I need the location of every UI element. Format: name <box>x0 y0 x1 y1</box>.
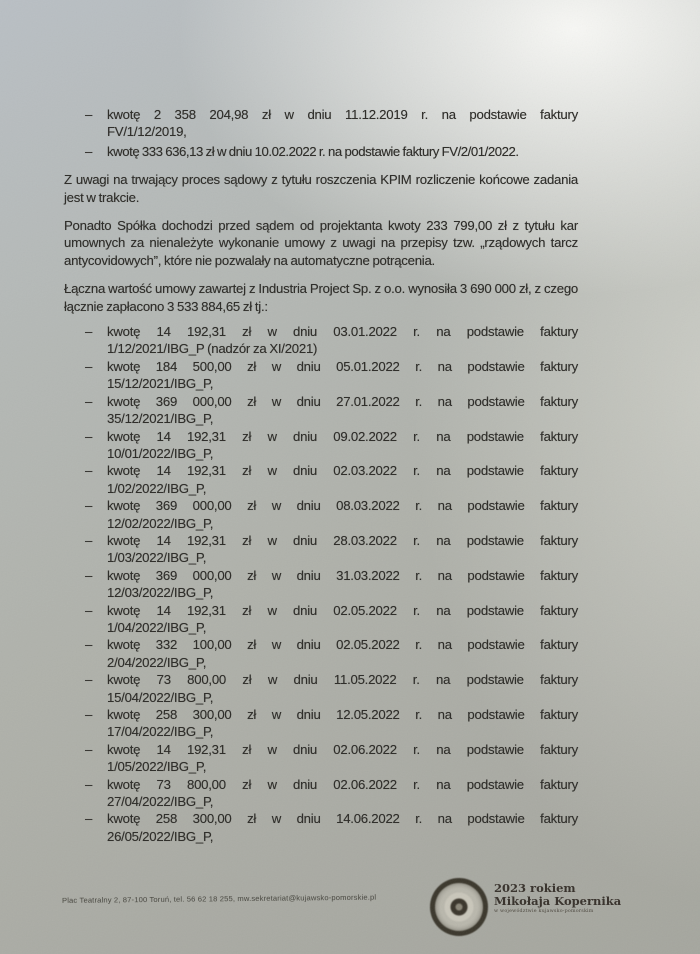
payment-invoice: 15/04/2022/IBG_P, <box>107 689 214 705</box>
bullet-dash: – <box>85 602 93 618</box>
payments-list <box>85 323 578 845</box>
payment-invoice: 1/04/2022/IBG_P, <box>107 619 207 635</box>
seal-caption-line3: w województwie kujawsko-pomorskim <box>494 909 594 914</box>
payment-invoice: 10/01/2022/IBG_P, <box>107 445 214 461</box>
payment-invoice: 26/05/2022/IBG_P, <box>107 828 214 844</box>
payment-invoice: 1/02/2022/IBG_P, <box>107 480 207 496</box>
payment-line1: kwotę 14 192,31 zł w dniu 28.03.2022 r. na podstawie faktury <box>107 532 578 548</box>
paragraph-court-case: Z uwagi na trwający proces sądowy z tytułu roszczenia KPIM rozliczenie końcowe zadania jest w trakcie. <box>64 172 578 205</box>
list-item <box>85 106 578 141</box>
copernicus-seal-caption <box>494 882 664 915</box>
payment-line1: kwotę 184 500,00 zł w dniu 05.01.2022 r. na podstawie faktury <box>107 358 578 374</box>
payment-line1: kwotę 369 000,00 zł w dniu 27.01.2022 r. na podstawie faktury <box>107 393 578 409</box>
payment-line1: kwotę 73 800,00 zł w dniu 02.06.2022 r. na podstawie faktury <box>107 776 578 792</box>
payment-item <box>85 323 578 358</box>
bullet-dash: – <box>85 498 93 514</box>
footer-address: Plac Teatralny 2, 87-100 Toruń, tel. 56 62 18 255, mw.sekretariat@kujawsko-pomorskie.pl <box>61 892 377 905</box>
payment-item <box>85 636 578 671</box>
paragraph-penalties: Ponadto Spółka dochodzi przed sądem od projektanta kwoty 233 799,00 zł z tytułu kar umownych za nienależyte wykonanie umowy z uwagi na przepisy tzw. „rządowych tarcz antycovidowych”, które nie pozwalały na automatyczne potrącenia. <box>64 218 578 268</box>
payment-item <box>85 428 578 463</box>
bullet-dash: – <box>85 428 93 444</box>
seal-caption-line1: 2023 rokiem <box>494 881 576 895</box>
payment-line1: kwotę 14 192,31 zł w dniu 02.06.2022 r. na podstawie faktury <box>107 741 578 757</box>
payment-item <box>85 532 578 567</box>
bullet-dash: – <box>85 393 93 409</box>
payment-line1: kwotę 2 358 204,98 zł w dniu 11.12.2019 r. na podstawie faktury <box>107 107 578 122</box>
bullet-dash: – <box>85 358 93 374</box>
payment-item <box>85 462 578 497</box>
bullet-dash: – <box>85 776 93 792</box>
bullet-dash: – <box>85 463 93 479</box>
payment-invoice: 1/12/2021/IBG_P (nadzór za XI/2021) <box>107 341 318 357</box>
payment-item <box>85 497 578 532</box>
bullet-dash: – <box>85 637 93 653</box>
payment-invoice: 27/04/2022/IBG_P, <box>107 794 214 810</box>
payment-line1: kwotę 258 300,00 zł w dniu 12.05.2022 r. na podstawie faktury <box>107 707 578 722</box>
payment-invoice: 12/03/2022/IBG_P, <box>107 585 214 601</box>
payment-line1: kwotę 369 000,00 zł w dniu 08.03.2022 r. na podstawie faktury <box>107 498 578 514</box>
bullet-dash: – <box>85 532 93 548</box>
payment-item <box>85 358 578 393</box>
bullet-dash: – <box>85 107 93 122</box>
payment-invoice: 15/12/2021/IBG_P, <box>107 376 214 392</box>
payment-line1: kwotę 14 192,31 zł w dniu 02.05.2022 r. na podstawie faktury <box>107 602 578 618</box>
payment-invoice: 2/04/2022/IBG_P, <box>107 654 207 670</box>
payment-item <box>85 393 578 428</box>
payment-line1: kwotę 14 192,31 zł w dniu 03.01.2022 r. na podstawie faktury <box>107 324 578 340</box>
payment-line1: kwotę 333 636,13 zł w dniu 10.02.2022 r. na podstawie faktury FV/2/01/2022. <box>107 143 519 159</box>
copernicus-seal-icon <box>430 878 488 936</box>
bullet-dash: – <box>85 741 93 757</box>
bullet-dash: – <box>85 707 93 722</box>
payment-item <box>85 706 578 741</box>
payment-item <box>85 602 578 637</box>
payment-invoice: FV/1/12/2019, <box>107 124 187 140</box>
payment-line1: kwotę 14 192,31 zł w dniu 02.03.2022 r. na podstawie faktury <box>107 463 578 479</box>
bullet-dash: – <box>85 672 93 688</box>
bullet-dash: – <box>85 143 93 159</box>
payment-line1: kwotę 258 300,00 zł w dniu 14.06.2022 r. na podstawie faktury <box>107 811 578 827</box>
payment-line1: kwotę 332 100,00 zł w dniu 02.05.2022 r. na podstawie faktury <box>107 637 578 653</box>
payment-invoice: 17/04/2022/IBG_P, <box>107 724 214 740</box>
intro-payment-list <box>85 106 578 160</box>
payment-item <box>85 741 578 776</box>
payment-line1: kwotę 73 800,00 zł w dniu 11.05.2022 r. na podstawie faktury <box>107 672 578 688</box>
payment-item <box>85 776 578 811</box>
payment-invoice: 12/02/2022/IBG_P, <box>107 515 214 531</box>
payment-item <box>85 810 578 845</box>
payment-line1: kwotę 369 000,00 zł w dniu 31.03.2022 r. na podstawie faktury <box>107 567 578 583</box>
bullet-dash: – <box>85 324 93 340</box>
payment-item <box>85 671 578 706</box>
bullet-dash: – <box>85 811 93 827</box>
paragraph-contract-total: Łączna wartość umowy zawartej z Industria Project Sp. z o.o. wynosiła 3 690 000 zł, z czego łącznie zapłacono 3 533 884,65 zł tj.: <box>64 281 578 314</box>
payment-line1: kwotę 14 192,31 zł w dniu 09.02.2022 r. na podstawie faktury <box>107 428 578 444</box>
bullet-dash: – <box>85 567 93 583</box>
payment-item <box>85 567 578 602</box>
document-body <box>64 106 578 845</box>
list-item <box>85 143 578 160</box>
payment-invoice: 1/03/2022/IBG_P, <box>107 550 207 566</box>
payment-invoice: 1/05/2022/IBG_P, <box>107 759 207 775</box>
seal-caption-line2: Mikołaja Kopernika <box>494 894 622 908</box>
payment-invoice: 35/12/2021/IBG_P, <box>107 411 214 427</box>
